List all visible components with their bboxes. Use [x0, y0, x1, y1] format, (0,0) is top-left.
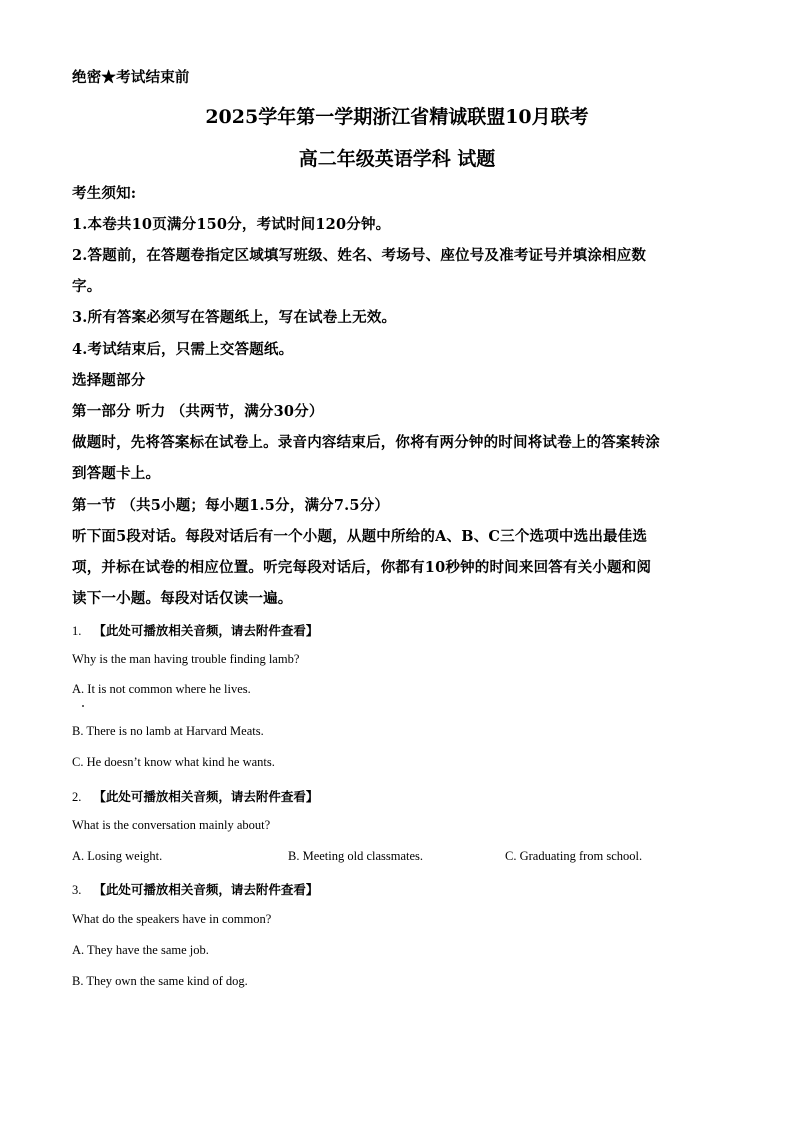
notice-item: 3.所有答案必须写在答题纸上，写在试卷上无效。 [72, 309, 397, 326]
part1-instruction: 做题时，先将答案标在试卷上。录音内容结束后，你将有两分钟的时间将试卷上的答案转涂 [72, 434, 660, 451]
option-b: B. Meeting old classmates. [288, 849, 424, 863]
option-b: B. There is no lamb at Harvard Meats. [72, 724, 264, 738]
question-3-header [72, 880, 318, 899]
notice-item: 2.答题前，在答题卷指定区域填写班级、姓名、考场号、座位号及准考证号并填涂相应数 [72, 247, 647, 264]
audio-placeholder[interactable]: 【此处可播放相关音频，请去附件查看】 [93, 882, 319, 897]
question-1-header [72, 621, 318, 640]
question-stem: What do the speakers have in common? [72, 912, 272, 926]
question-stem: Why is the man having trouble finding lamb? [72, 652, 300, 666]
question-2-header [72, 787, 318, 806]
question-number: 3. [72, 883, 82, 897]
exam-title: 2025学年第一学期浙江省精诚联盟10月联考 [205, 106, 589, 128]
notice-heading: 考生须知: [72, 185, 137, 202]
question-number: 2. [72, 790, 82, 804]
section1-instruction: 项，并标在试卷的相应位置。听完每段对话后，你都有10秒钟的时间来回答有关小题和阅 [72, 559, 652, 576]
section1-title: 第一节 （共5小题；每小题1.5分，满分7.5分） [72, 497, 390, 514]
question-stem: What is the conversation mainly about? [72, 818, 271, 832]
section1-instruction: 读下一小题。每段对话仅读一遍。 [72, 590, 293, 607]
section1-instruction: 听下面5段对话。每段对话后有一个小题，从题中所给的A、B、C三个选项中选出最佳选 [72, 528, 648, 545]
option-a: A. It is not common where he lives. [72, 682, 251, 696]
question-number: 1. [72, 624, 82, 638]
audio-placeholder[interactable]: 【此处可播放相关音频，请去附件查看】 [93, 623, 319, 638]
secret-label: 绝密★考试结束前 [72, 69, 190, 86]
audio-placeholder[interactable]: 【此处可播放相关音频，请去附件查看】 [93, 789, 319, 804]
option-a: A. They have the same job. [72, 943, 209, 957]
part1-instruction: 到答题卡上。 [72, 465, 161, 482]
option-a: A. Losing weight. [72, 849, 163, 863]
option-c: C. Graduating from school. [505, 849, 643, 863]
notice-item: 字。 [72, 278, 102, 295]
option-c: C. He doesn’t know what kind he wants. [72, 755, 275, 769]
part1-title: 第一部分 听力 （共两节，满分30分） [72, 403, 324, 420]
exam-subtitle: 高二年级英语学科 试题 [298, 148, 496, 170]
notice-item: 1.本卷共10页满分150分，考试时间120分钟。 [72, 216, 391, 233]
notice-item: 4.考试结束后，只需上交答题纸。 [72, 341, 294, 358]
choice-part-heading: 选择题部分 [72, 372, 146, 389]
option-b: B. They own the same kind of dog. [72, 974, 248, 988]
stray-dot [82, 705, 84, 707]
